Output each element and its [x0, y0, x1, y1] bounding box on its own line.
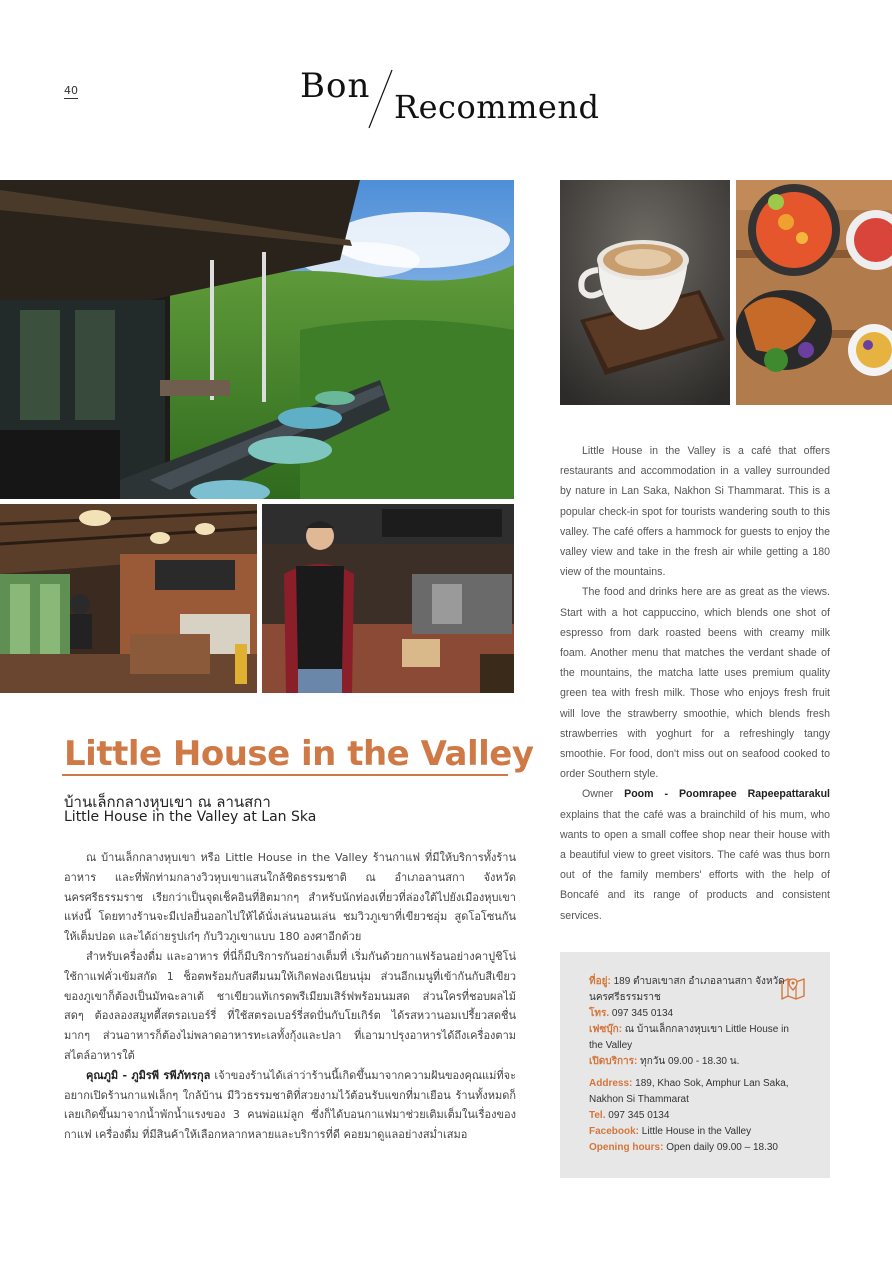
english-paragraph-1 [560, 441, 830, 582]
info-label: เฟซบุ๊ก: [589, 1023, 623, 1035]
info-facebook-english [589, 1124, 794, 1140]
info-details [589, 974, 794, 1163]
info-value: Little House in the Valley [639, 1126, 752, 1138]
info-label: ที่อยู่: [589, 976, 611, 987]
info-facebook-thai [589, 1022, 794, 1054]
english-paragraph-text: The food and drinks here are as great as the views. Start with a hot cappuccino, which blends one shot of espresso from dark roasted beens with creamy milk foam. Another menu that matches the verdant shade of the mountains, the matcha latte uses premium quality green tea with fresh milk. Those who enjoys fresh fruit will love the strawberry smoothie, which blends fresh strawberries with yoghurt for a refreshingly tangy smoothie. For food, don't miss out on seafood cooked to order Southern style. [560, 586, 830, 781]
english-paragraph-3 [560, 784, 830, 925]
thai-paragraph-text: สำหรับเครื่องดื่ม และอาหาร ที่นี่ก็มีบริการกันอย่างเต็มที่ เริ่มกันด้วยกาแฟร้อนอย่างคาปูชิโน่ ใช้กาแฟคั่วเข้มสกัด 1 ช็อตพร้อมกับสตีมนมให้เกิดฟองเนียนนุ่ม ส่วนอีกเมนูที่เข้ากันกับสีเขียวของภูเขาก็ต้องเป็นมัทฉะลาเต้ ชาเขียวแท้เกรดพรีเมียมเสิร์ฟพร้อมนมสด ส่วนใครที่ชอบผลไม้สดๆ ต้องลองสมูทตี้สตรอเบอร์รี่ ที่ใช้สตรอเบอร์รี่สดปั่นกับโยเกิร์ต ได้รสหวานอมเปรี้ยวสดชื่นมากๆ ส่วนอาหารก็ต้องไม่พลาดอาหารทะเลทั้งกุ้งและปลา ที่เอามาปรุงอาหารได้ถึงเครื่องตามสไตล์อาหารใต้ [64, 949, 516, 1062]
english-paragraph-text: explains that the café was a brainchild of his mum, who wants to open a small coffee shop near their house with a beautiful view to greet visitors. The café was thus born out of the family members' efforts with the help of Boncafé and its range of products and consistent services. [560, 808, 830, 922]
english-article-body [560, 441, 830, 926]
terrace-hammock-photo [0, 180, 514, 499]
info-value: 097 345 0134 [609, 1007, 674, 1019]
subtitle-english: Little House in the Valley at Lan Ska [64, 809, 317, 825]
thai-paragraph-1 [64, 848, 516, 947]
info-value: Open daily 09.00 – 18.30 [663, 1142, 778, 1154]
page-number: 40 [64, 84, 78, 97]
thai-article-body [64, 848, 516, 1145]
info-label: Tel. [589, 1110, 606, 1122]
info-value: ณ บ้านเล็กกลางหุบเขา Little House in the Valley [589, 1023, 789, 1051]
english-paragraph-text: Little House in the Valley is a café that offers restaurants and accommodation in a valley surrounded by nature in Lan Saka, Nakhon Si Thammarat. This is a popular check-in spot for tourists wandering south to this valley. The café offers a hammock for guests to enjoy the valley view and take in the fresh air while getting a 180 view of the mountains. [560, 445, 830, 579]
slash-divider [366, 68, 396, 130]
info-value: 189 ตำบลเขาสก อำเภอลานสกา จังหวัดนครศรีธรรมราช [589, 976, 785, 1003]
thai-paragraph-text: เจ้าของร้านได้เล่าว่าร้านนี้เกิดขึ้นมาจากความฝันของคุณแม่ที่จะอยากเปิดร้านกาแฟเล็กๆ ใกล้บ้าน มีวิวธรรมชาติที่สวยงามไว้ต้อนรับแขกที่มาเยือน ร้านทั้งหมดก็เลยเกิดขึ้นมาจากน้ำพักน้ำแรงของ 3 คนพ่อแม่ลูก ซึ่งก็ได้บอนกาแฟมาช่วยเติมเต็มในเรื่องของกาแฟ เครื่องดื่ม ที่มีสินค้าให้เลือกหลากหลายและบริการที่ดี คอยมาดูแลอย่างสม่ำเสมอ [64, 1068, 516, 1142]
thai-paragraph-text: ณ บ้านเล็กกลางหุบเขา หรือ Little House in the Valley ร้านกาแฟ ที่มีให้บริการทั้งร้านอาหาร และที่พักท่ามกลางวิวหุบเขาแสนใกล้ชิดธรรมชาติ ณ อำเภอลานสกา จังหวัดนครศรีธรรมราช เรียกว่าเป็นจุดเช็คอินที่ฮิตมากๆ สำหรับนักท่องเที่ยวที่ล่องใต้ไปยังเมืองหุบเขาแห่งนี้ โดยทางร้านจะมีเปลยื่นออกไปให้ได้นั่งเล่นนอนเล่น ชมวิวภูเขาที่เขียวชอุ่ม สูดโอโซนกันให้เต็มปอด และได้ถ่ายรูปเก๋ๆ กับวิวภูเขาแบบ 180 องศาอีกด้วย [64, 851, 516, 944]
info-label: Opening hours: [589, 1142, 664, 1154]
info-english [589, 1076, 794, 1156]
info-value: 097 345 0134 [605, 1110, 670, 1122]
owner-name-english: Poom - Poomrapee Rapeepattarakul [624, 788, 830, 801]
title-underline [62, 774, 508, 776]
info-label: Facebook: [589, 1126, 640, 1138]
info-value: ทุกวัน 09.00 - 18.30 น. [637, 1055, 740, 1067]
brand-recommend: Recommend [394, 88, 600, 126]
owner-photo [262, 504, 514, 693]
info-box [560, 952, 830, 1178]
info-label: โทร. [589, 1007, 610, 1019]
english-paragraph-lead: Owner [582, 788, 625, 801]
food-photo [736, 180, 892, 405]
info-label: เปิดบริการ: [589, 1055, 638, 1067]
info-address-english [589, 1076, 794, 1108]
coffee-photo [560, 180, 730, 405]
info-address-thai [589, 974, 794, 1006]
owner-name-thai: คุณภูมิ - ภูมิรพี รพีภัทรกุล [86, 1068, 211, 1082]
thai-paragraph-2 [64, 947, 516, 1066]
subtitle-thai: บ้านเล็กกลางหุบเขา ณ ลานสกา [64, 793, 271, 811]
info-label: Address: [589, 1078, 633, 1090]
info-value: 189, Khao Sok, Amphur Lan Saka, Nakhon Si Thammarat [589, 1078, 789, 1106]
info-thai [589, 974, 794, 1069]
article-title: Little House in the Valley [64, 734, 534, 774]
cafe-interior-photo [0, 504, 257, 693]
info-tel-english [589, 1108, 794, 1124]
brand-bon: Bon [300, 66, 371, 106]
english-paragraph-2 [560, 582, 830, 784]
thai-paragraph-3 [64, 1066, 516, 1145]
info-hours-english [589, 1140, 794, 1156]
info-tel-thai [589, 1006, 794, 1022]
info-hours-thai [589, 1054, 794, 1070]
